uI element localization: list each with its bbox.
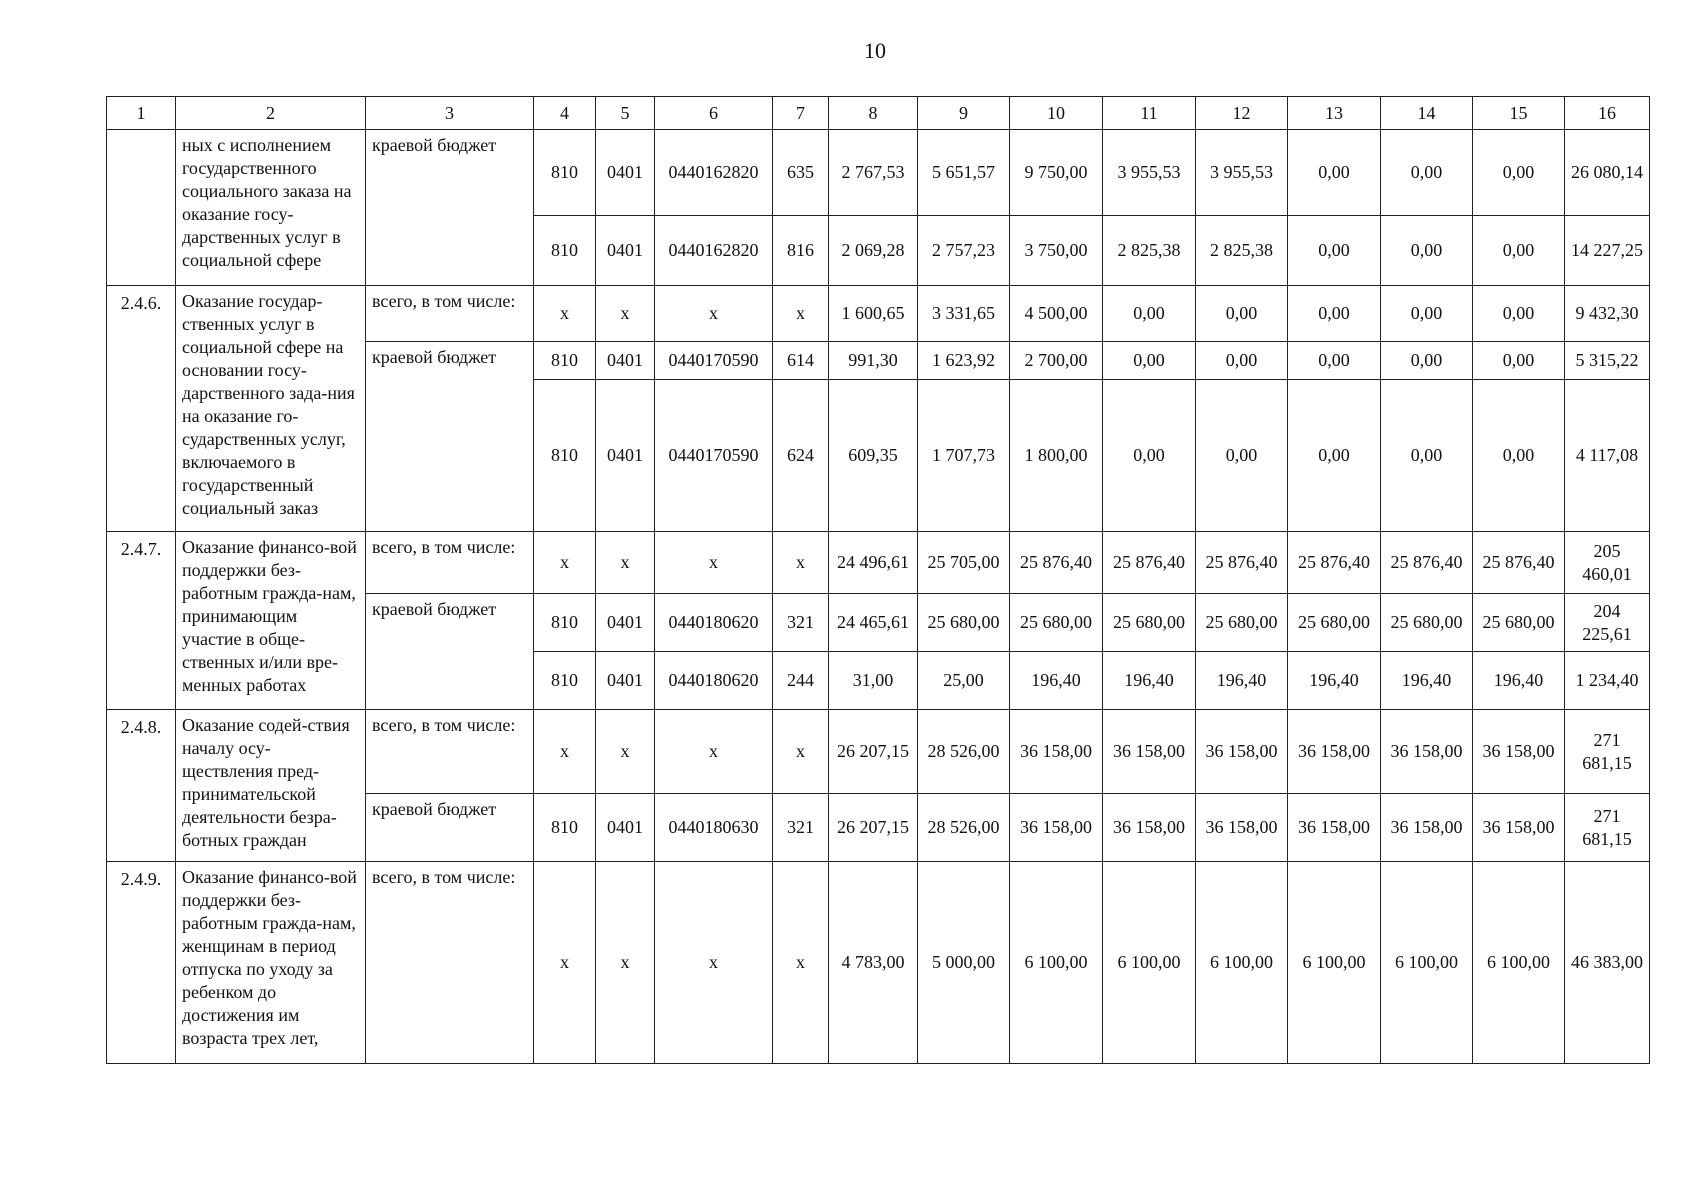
funding-source: краевой бюджет <box>366 130 534 286</box>
table-row <box>107 130 1650 216</box>
value-cell: 816 <box>773 216 829 286</box>
value-cell: 46 383,00 <box>1565 862 1650 1064</box>
value-cell: 0440180620 <box>655 652 773 710</box>
column-header: 2 <box>176 97 366 130</box>
value-cell: 0440180630 <box>655 794 773 862</box>
value-cell: x <box>773 532 829 594</box>
value-cell: 0440170590 <box>655 380 773 532</box>
value-cell: 321 <box>773 594 829 652</box>
row-name: ных с исполнением государственного социального заказа на оказание госу-дарственных услуг в социальной сфере <box>176 130 366 286</box>
page-number: 10 <box>864 38 886 63</box>
value-cell: 5 651,57 <box>918 130 1010 216</box>
value-cell: 271 681,15 <box>1565 710 1650 794</box>
funding-source: всего, в том числе: <box>366 862 534 1064</box>
value-cell: 196,40 <box>1103 652 1196 710</box>
value-cell: 6 100,00 <box>1381 862 1473 1064</box>
budget-table <box>106 96 1650 1064</box>
value-cell: x <box>534 286 596 342</box>
value-cell: 36 158,00 <box>1103 794 1196 862</box>
value-cell: 25 680,00 <box>1473 594 1565 652</box>
column-header: 5 <box>596 97 655 130</box>
value-cell: 2 825,38 <box>1103 216 1196 286</box>
value-cell: x <box>655 286 773 342</box>
table-row <box>107 532 1650 594</box>
value-cell: 624 <box>773 380 829 532</box>
value-cell: x <box>596 286 655 342</box>
value-cell: 36 158,00 <box>1473 710 1565 794</box>
value-cell: 0,00 <box>1473 286 1565 342</box>
value-cell: 0,00 <box>1473 130 1565 216</box>
column-header: 7 <box>773 97 829 130</box>
table-row <box>107 286 1650 342</box>
value-cell: 36 158,00 <box>1381 794 1473 862</box>
column-header: 9 <box>918 97 1010 130</box>
value-cell: 0401 <box>596 342 655 380</box>
value-cell: 196,40 <box>1381 652 1473 710</box>
value-cell: 9 750,00 <box>1010 130 1103 216</box>
value-cell: 14 227,25 <box>1565 216 1650 286</box>
row-code: 2.4.7. <box>107 532 176 710</box>
value-cell: 1 707,73 <box>918 380 1010 532</box>
value-cell: 25 876,40 <box>1010 532 1103 594</box>
value-cell: 0401 <box>596 380 655 532</box>
value-cell: 0,00 <box>1381 342 1473 380</box>
value-cell: 2 069,28 <box>829 216 918 286</box>
value-cell: x <box>534 710 596 794</box>
value-cell: 810 <box>534 594 596 652</box>
value-cell: 614 <box>773 342 829 380</box>
value-cell: x <box>655 862 773 1064</box>
value-cell: 0440162820 <box>655 130 773 216</box>
row-name: Оказание содей-ствия началу осу-ществления пред-принимательской деятельности безра-ботных граждан <box>176 710 366 862</box>
column-header: 13 <box>1288 97 1381 130</box>
value-cell: 244 <box>773 652 829 710</box>
value-cell: 1 234,40 <box>1565 652 1650 710</box>
value-cell: 2 757,23 <box>918 216 1010 286</box>
value-cell: 0,00 <box>1288 380 1381 532</box>
value-cell: 0440180620 <box>655 594 773 652</box>
value-cell: 26 207,15 <box>829 710 918 794</box>
value-cell: 0,00 <box>1196 286 1288 342</box>
value-cell: 25 876,40 <box>1381 532 1473 594</box>
value-cell: x <box>596 532 655 594</box>
value-cell: 810 <box>534 342 596 380</box>
value-cell: 25 680,00 <box>1196 594 1288 652</box>
value-cell: x <box>534 862 596 1064</box>
value-cell: 635 <box>773 130 829 216</box>
value-cell: 0,00 <box>1381 130 1473 216</box>
value-cell: 0440162820 <box>655 216 773 286</box>
row-name: Оказание финансо-вой поддержки без-работным гражда-нам, принимающим участие в обще-ственных и/или вре-менных работах <box>176 532 366 710</box>
value-cell: 25 876,40 <box>1196 532 1288 594</box>
value-cell: 0,00 <box>1473 380 1565 532</box>
value-cell: 609,35 <box>829 380 918 532</box>
value-cell: 25,00 <box>918 652 1010 710</box>
value-cell: 6 100,00 <box>1288 862 1381 1064</box>
value-cell: 0440170590 <box>655 342 773 380</box>
value-cell: x <box>655 532 773 594</box>
value-cell: 3 955,53 <box>1196 130 1288 216</box>
column-header: 11 <box>1103 97 1196 130</box>
value-cell: 4 117,08 <box>1565 380 1650 532</box>
value-cell: 0401 <box>596 130 655 216</box>
value-cell: 0,00 <box>1103 286 1196 342</box>
value-cell: 2 825,38 <box>1196 216 1288 286</box>
value-cell: 36 158,00 <box>1196 794 1288 862</box>
value-cell: 0,00 <box>1381 286 1473 342</box>
funding-source: краевой бюджет <box>366 794 534 862</box>
value-cell: x <box>596 862 655 1064</box>
value-cell: 26 207,15 <box>829 794 918 862</box>
value-cell: 0,00 <box>1288 216 1381 286</box>
column-header: 16 <box>1565 97 1650 130</box>
value-cell: 25 705,00 <box>918 532 1010 594</box>
value-cell: 196,40 <box>1473 652 1565 710</box>
value-cell: 28 526,00 <box>918 710 1010 794</box>
value-cell: 24 465,61 <box>829 594 918 652</box>
value-cell: x <box>773 286 829 342</box>
value-cell: 9 432,30 <box>1565 286 1650 342</box>
value-cell: 205 460,01 <box>1565 532 1650 594</box>
header-row <box>107 97 1650 130</box>
row-code <box>107 130 176 286</box>
value-cell: 4 783,00 <box>829 862 918 1064</box>
column-header: 4 <box>534 97 596 130</box>
value-cell: 0401 <box>596 216 655 286</box>
funding-source: всего, в том числе: <box>366 710 534 794</box>
value-cell: 271 681,15 <box>1565 794 1650 862</box>
value-cell: x <box>655 710 773 794</box>
value-cell: 2 700,00 <box>1010 342 1103 380</box>
column-header: 12 <box>1196 97 1288 130</box>
value-cell: 28 526,00 <box>918 794 1010 862</box>
value-cell: 36 158,00 <box>1288 710 1381 794</box>
value-cell: 0,00 <box>1473 342 1565 380</box>
column-header: 1 <box>107 97 176 130</box>
value-cell: 4 500,00 <box>1010 286 1103 342</box>
funding-source: краевой бюджет <box>366 594 534 710</box>
value-cell: 0,00 <box>1196 380 1288 532</box>
value-cell: 25 680,00 <box>1381 594 1473 652</box>
row-name: Оказание финансо-вой поддержки без-работным гражда-нам, женщинам в период отпуска по уходу за ребенком до достижения им возраста трех лет, <box>176 862 366 1064</box>
value-cell: 24 496,61 <box>829 532 918 594</box>
value-cell: 0,00 <box>1196 342 1288 380</box>
value-cell: 36 158,00 <box>1010 794 1103 862</box>
value-cell: x <box>773 862 829 1064</box>
value-cell: 36 158,00 <box>1288 794 1381 862</box>
row-code: 2.4.9. <box>107 862 176 1064</box>
value-cell: 6 100,00 <box>1103 862 1196 1064</box>
value-cell: 31,00 <box>829 652 918 710</box>
value-cell: 25 876,40 <box>1473 532 1565 594</box>
column-header: 14 <box>1381 97 1473 130</box>
column-header: 15 <box>1473 97 1565 130</box>
row-name: Оказание государ-ственных услуг в социальной сфере на основании госу-дарственного зада-ния на оказание го-сударственных услуг, включаемого в государственный социальный заказ <box>176 286 366 532</box>
value-cell: 196,40 <box>1196 652 1288 710</box>
value-cell: x <box>596 710 655 794</box>
value-cell: x <box>773 710 829 794</box>
value-cell: 25 876,40 <box>1288 532 1381 594</box>
value-cell: 810 <box>534 216 596 286</box>
value-cell: 991,30 <box>829 342 918 380</box>
value-cell: 810 <box>534 794 596 862</box>
value-cell: 0,00 <box>1288 342 1381 380</box>
value-cell: 2 767,53 <box>829 130 918 216</box>
value-cell: 3 750,00 <box>1010 216 1103 286</box>
value-cell: 6 100,00 <box>1196 862 1288 1064</box>
value-cell: 196,40 <box>1288 652 1381 710</box>
funding-source: всего, в том числе: <box>366 286 534 342</box>
value-cell: 5 000,00 <box>918 862 1010 1064</box>
value-cell: 6 100,00 <box>1473 862 1565 1064</box>
value-cell: 1 623,92 <box>918 342 1010 380</box>
value-cell: 204 225,61 <box>1565 594 1650 652</box>
value-cell: 5 315,22 <box>1565 342 1650 380</box>
value-cell: 25 680,00 <box>1010 594 1103 652</box>
value-cell: 0,00 <box>1381 216 1473 286</box>
value-cell: 0,00 <box>1288 286 1381 342</box>
value-cell: 0,00 <box>1103 380 1196 532</box>
value-cell: 36 158,00 <box>1010 710 1103 794</box>
value-cell: 6 100,00 <box>1010 862 1103 1064</box>
funding-source: краевой бюджет <box>366 342 534 532</box>
value-cell: 25 680,00 <box>1103 594 1196 652</box>
value-cell: 321 <box>773 794 829 862</box>
value-cell: 0401 <box>596 594 655 652</box>
value-cell: x <box>534 532 596 594</box>
value-cell: 26 080,14 <box>1565 130 1650 216</box>
value-cell: 3 331,65 <box>918 286 1010 342</box>
row-code: 2.4.8. <box>107 710 176 862</box>
value-cell: 810 <box>534 380 596 532</box>
column-header: 3 <box>366 97 534 130</box>
value-cell: 25 680,00 <box>1288 594 1381 652</box>
row-code: 2.4.6. <box>107 286 176 532</box>
value-cell: 3 955,53 <box>1103 130 1196 216</box>
table-row <box>107 862 1650 1064</box>
value-cell: 810 <box>534 652 596 710</box>
column-header: 6 <box>655 97 773 130</box>
value-cell: 0,00 <box>1473 216 1565 286</box>
value-cell: 196,40 <box>1010 652 1103 710</box>
value-cell: 36 158,00 <box>1103 710 1196 794</box>
value-cell: 0,00 <box>1288 130 1381 216</box>
value-cell: 25 680,00 <box>918 594 1010 652</box>
value-cell: 25 876,40 <box>1103 532 1196 594</box>
value-cell: 36 158,00 <box>1473 794 1565 862</box>
value-cell: 1 800,00 <box>1010 380 1103 532</box>
column-header: 8 <box>829 97 918 130</box>
value-cell: 36 158,00 <box>1381 710 1473 794</box>
table-row <box>107 710 1650 794</box>
funding-source: всего, в том числе: <box>366 532 534 594</box>
value-cell: 0,00 <box>1103 342 1196 380</box>
value-cell: 1 600,65 <box>829 286 918 342</box>
value-cell: 36 158,00 <box>1196 710 1288 794</box>
value-cell: 0401 <box>596 794 655 862</box>
value-cell: 0,00 <box>1381 380 1473 532</box>
value-cell: 0401 <box>596 652 655 710</box>
column-header: 10 <box>1010 97 1103 130</box>
value-cell: 810 <box>534 130 596 216</box>
